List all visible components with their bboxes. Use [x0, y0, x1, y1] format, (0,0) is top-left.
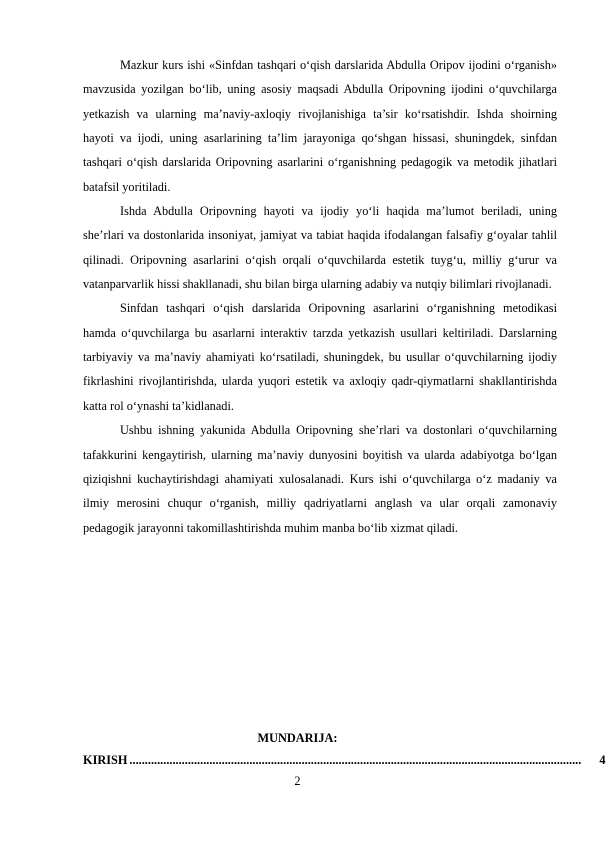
toc-leader-dots: ................................................................................................................................................... — [129, 753, 582, 767]
paragraph-2: Ishda Abdulla Oripovning hayoti va ijodiy yo‘li haqida ma’lumot beriladi, uning she’rlari va dostonlarida insoniyat, jamiyat va tabiat haqida ifodalangan falsafiy g‘oyalar tahlil qilinadi. Oripovning asarlarini o‘qish orqali o‘quvchilarda estetik tuyg‘u, milliy g‘urur va vatanparvarlik hissi shakllanadi, shu bilan birga ularning adabiy va nutqiy bilimlari rivojlanadi. — [83, 204, 557, 292]
page-number: 2 — [294, 774, 301, 788]
toc-title: MUNDARIJA: — [257, 731, 338, 745]
paragraph-1: Mazkur kurs ishi «Sinfdan tashqari o‘qish darslarida Abdulla Oripov ijodini o‘rganish» mavzusida yozilgan bo‘lib, uning asosiy maqsadi Abdulla Oripovning ijodini o‘quvchilarga yetkazish va ularning ma’naviy-axloqiy rivojlanishiga ta’sir ko‘rsatishdir. Ishda shoirning hayoti va ijodi, uning asarlarining ta’lim jarayoniga qo‘shgan hissasi, shuningdek, sinfdan tashqari o‘qish darslarida Oripovning asarlarini o‘rganishning pedagogik va metodik jihatlari batafsil yoritiladi. — [83, 58, 557, 194]
toc-entry-kirish[interactable] — [83, 752, 606, 768]
toc-entry-label: KIRISH — [83, 753, 128, 767]
paragraph-3: Sinfdan tashqari o‘qish darslarida Oripovning asarlarini o‘rganishning metodikasi hamda o‘quvchilarga bu asarlarni interaktiv tarzda yetkazish usullari keltiriladi. Darslarning tarbiyaviy va ma’naviy ahamiyati ko‘rsatiladi, shuningdek, bu usullar o‘quvchilarning ijodiy fikrlashini rivojlantirishda, ularda yuqori estetik va axloqiy qadr-qiymatlarni shakllantirishda katta rol o‘ynashi ta’kidlanadi. — [83, 301, 557, 413]
paragraph-4: Ushbu ishning yakunida Abdulla Oripovning she’rlari va dostonlari o‘quvchilarning tafakkurini kengaytirish, ularning ma’naviy dunyosini boyitish va ularda adabiyotga bo‘lgan qiziqishni kuchaytirishdagi ahamiyati xulosalanadi. Kurs ishi o‘quvchilarga o‘z madaniy va ilmiy merosini chuqur o‘rganish, milliy qadriyatlarni anglash va ular orqali zamonaviy pedagogik jarayonni takomillashtirishda muhim manba bo‘lib xizmat qiladi. — [83, 423, 557, 535]
toc-entry-page: 4 — [599, 753, 606, 767]
body-text — [83, 53, 557, 540]
